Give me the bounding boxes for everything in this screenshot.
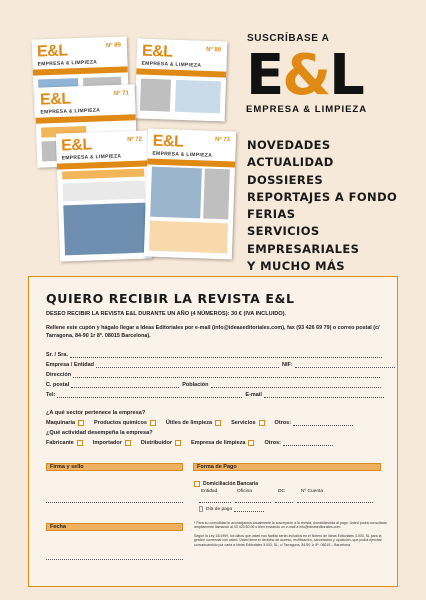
subscribe-heading: SUSCRÍBASE A — [247, 33, 330, 44]
name-label: Sr. / Sra. — [46, 352, 69, 358]
date-header: Fecha — [46, 523, 183, 531]
feature-item: REPORTAJES A FONDO — [247, 189, 398, 204]
address-label: Dirección — [46, 372, 72, 378]
sector-options — [46, 420, 363, 426]
magazine-cover-4 — [56, 130, 152, 261]
cover-masthead: E&L — [60, 136, 93, 155]
cover-masthead: E&L — [39, 90, 71, 109]
privacy-note: Según la Ley 15/1999, los datos que usted nos facilita serán incluidos en el fichero de Ideas Editoriales 3.003, SL para la gestión comercial con usted. Usted tiene el derecho de acceso, rectificación, cancelación y oposición, que podrá ejercitar comunicándolo por carta a Ideas Editoriales 3.003, SL, c/ Tarragona, 84-90 1r 8ª. 08015 – Barcelona. — [194, 534, 382, 547]
phone-label: Tel: — [46, 392, 56, 398]
checkbox[interactable] — [78, 420, 84, 426]
signature-line[interactable] — [46, 502, 183, 503]
activity-option-other[interactable]: Otros: — [264, 440, 333, 446]
cover-subtitle: EMPRESA & LIMPIEZA — [40, 107, 101, 116]
pay-day-label: Día de pago — [206, 507, 233, 512]
coupon-instructions: Rellene este cupón y hágalo llegar a Ideas Editoriales por e-mail (info@ideaseditoriales.com), fax (93 426 69 79) o correo postal (c/ Tarragona, 84-90 1r 8ª. 08015 Barcelona). — [46, 325, 380, 339]
bank-account-fields[interactable] — [199, 497, 377, 503]
cover-masthead: E&L — [141, 42, 173, 61]
feature-item: Y MUCHO MÁS — [247, 259, 345, 274]
feature-list — [247, 137, 426, 275]
cover-subtitle: EMPRESA & LIMPIEZA — [152, 150, 213, 159]
date-line[interactable] — [46, 559, 183, 560]
promo-area — [0, 0, 426, 274]
logo-tagline: EMPRESA & LIMPIEZA — [246, 104, 368, 115]
logo-letter-l: L — [329, 43, 363, 108]
company-field[interactable] — [46, 362, 395, 368]
cover-issue: Nº 88 — [206, 46, 222, 54]
activity-option-manufacturer[interactable]: Fabricante — [46, 440, 83, 446]
town-label: Población — [182, 382, 209, 388]
checkbox[interactable] — [194, 481, 200, 487]
subscription-coupon — [28, 276, 398, 587]
cover-masthead: E&L — [36, 42, 68, 61]
payment-note: * Para su comodidad le aconsejamos anualmente la suscripción a la revista, domiciliándola al pago. Usted podrá consultarla ampliamente llamando al 93 423 80 06 o bien enviando un e-mail a info@ideaseditoriales.com — [194, 521, 387, 530]
bank-office-label: Oficina — [237, 489, 252, 494]
logo-ampersand: & — [282, 43, 330, 108]
activity-options — [46, 440, 343, 446]
pay-day-field[interactable] — [199, 506, 264, 512]
activity-option-importer[interactable]: Importador — [93, 440, 131, 446]
payment-header: Forma de Pago — [193, 463, 381, 471]
feature-item: NOVEDADES — [247, 138, 331, 152]
checkbox[interactable] — [175, 440, 181, 446]
nif-label: NIF: — [282, 362, 293, 368]
cover-issue: Nº 71 — [113, 90, 129, 98]
name-field[interactable] — [46, 352, 382, 358]
cover-issue: Nº 73 — [214, 136, 231, 144]
sector-option-tools[interactable]: Útiles de limpieza — [166, 420, 221, 426]
cover-issue: Nº 72 — [127, 136, 143, 144]
bank-account-label: Nº Cuenta — [301, 489, 324, 494]
coupon-offer: DESEO RECIBIR LA REVISTA E&L DURANTE UN AÑO (4 NÚMEROS): 30 € (IVA INCLUIDO). — [46, 311, 287, 317]
magazine-cover-2 — [135, 38, 228, 121]
feature-item: FERIAS — [247, 207, 296, 222]
checkbox[interactable] — [215, 420, 221, 426]
cover-issue: Nº 89 — [105, 42, 122, 50]
activity-option-cleaning-company[interactable]: Empresa de limpieza — [191, 440, 254, 446]
bank-debit-option[interactable] — [194, 481, 258, 487]
sector-option-services[interactable]: Servicios — [231, 420, 264, 426]
cover-subtitle: EMPRESA & LIMPIEZA — [141, 60, 202, 69]
zip-field[interactable] — [46, 382, 381, 388]
feature-item: ACTUALIDAD — [247, 155, 334, 170]
activity-question: ¿Qué actividad desempeña la empresa? — [46, 430, 153, 436]
sector-option-chemicals[interactable]: Productos químicos — [94, 420, 156, 426]
sector-question: ¿A qué sector pertenece la empresa? — [46, 410, 146, 416]
el-logo — [246, 43, 376, 115]
cover-subtitle: EMPRESA & LIMPIEZA — [61, 153, 122, 162]
bank-debit-label: Domiciliación Bancaria — [203, 481, 259, 487]
checkbox[interactable] — [259, 420, 265, 426]
phone-field[interactable] — [46, 392, 384, 398]
logo-letter-e: E — [246, 43, 283, 108]
checkbox[interactable] — [248, 440, 254, 446]
signature-header: Firma y sello — [46, 463, 183, 471]
email-label: E-mail — [245, 392, 262, 398]
feature-item: DOSSIERES — [247, 172, 324, 187]
checkbox[interactable] — [125, 440, 131, 446]
cover-masthead: E&L — [152, 132, 184, 151]
feature-item: SERVICIOS EMPRESARIALES — [247, 224, 360, 256]
checkbox[interactable] — [150, 420, 156, 426]
zip-label: C. postal — [46, 382, 70, 388]
bank-dc-label: DC — [278, 489, 285, 494]
magazine-cover-5 — [144, 129, 236, 260]
address-field[interactable] — [46, 372, 380, 378]
coupon-title: QUIERO RECIBIR LA REVISTA E&L — [46, 291, 295, 306]
sector-option-other[interactable]: Otros: — [275, 420, 354, 426]
company-label: Empresa / Entidad — [46, 362, 94, 368]
checkbox[interactable] — [77, 440, 83, 446]
sector-option-machinery[interactable]: Maquinaria — [46, 420, 84, 426]
bank-entity-label: Entidad — [201, 489, 218, 494]
activity-option-distributor[interactable]: Distribuidor — [141, 440, 181, 446]
cover-subtitle: EMPRESA & LIMPIEZA — [37, 59, 98, 68]
